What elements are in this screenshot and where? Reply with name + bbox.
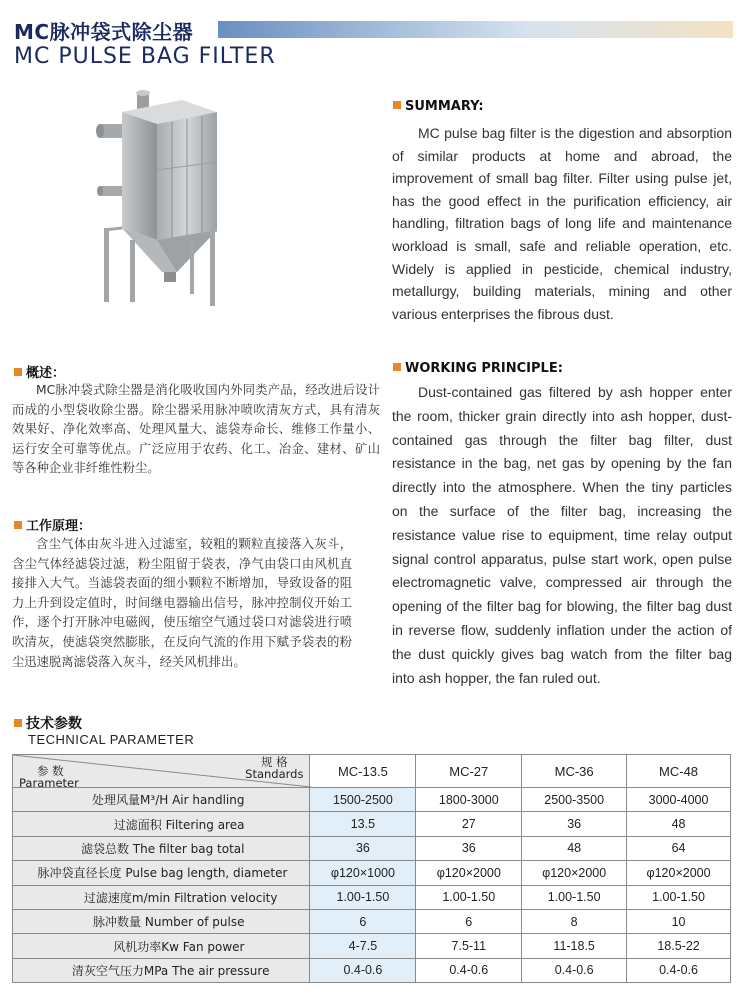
bullet-square-icon	[14, 521, 22, 529]
model-header: MC-27	[416, 755, 522, 788]
row-label: 过滤速度m/min Filtration velocity	[13, 885, 310, 909]
table-cell: 6	[310, 909, 416, 933]
bullet-square-icon	[393, 363, 401, 371]
table-cell: 0.4-0.6	[416, 958, 522, 982]
table-cell: 48	[522, 836, 627, 860]
table-cell: φ120×1000	[310, 861, 416, 885]
table-cell: 11-18.5	[522, 934, 627, 958]
table-cell: 64	[627, 836, 731, 860]
row-label: 风机功率Kw Fan power	[13, 934, 310, 958]
table-cell: 3000-4000	[627, 788, 731, 812]
row-label: 脉冲袋直径长度 Pulse bag length, diameter	[13, 861, 310, 885]
table-cell: 0.4-0.6	[627, 958, 731, 982]
bullet-square-icon	[14, 368, 22, 376]
table-cell: 36	[522, 812, 627, 836]
page-title-cn: MC脉冲袋式除尘器	[14, 20, 194, 44]
table-cell: 18.5-22	[627, 934, 731, 958]
spec-table	[12, 754, 731, 983]
table-cell: 36	[310, 836, 416, 860]
working-en-heading: WORKING PRINCIPLE:	[393, 361, 563, 376]
table-cell: 2500-3500	[522, 788, 627, 812]
table-cell: 1800-3000	[416, 788, 522, 812]
table-cell: 1.00-1.50	[416, 885, 522, 909]
table-cell: 4-7.5	[310, 934, 416, 958]
table-cell: 36	[416, 836, 522, 860]
title-gradient-bar	[218, 21, 733, 38]
working-en-text: Dust-contained gas filtered by ash hopper enter the room, thicker grain directly into ash hopper, dust-contained gas through the filter bag filter, dust resistance in the bag, net gas by opening by the fan directly into the atmosphere. When the tiny particles on the surface of the filter bag, increasing the resistance value rise to equipment, time relay output signal control apparatus, pulse start work, open pulse electromagnetic valve, compressed air through the opening of the filter bag for blowing, the filter bag dust in reverse flow, suddenly inflation under the action of the dust quickly gives bag watch from the filter bag into ash hopper, the fan ruled out.	[392, 384, 732, 686]
bag-filter-photo	[82, 90, 282, 315]
table-row	[13, 909, 731, 933]
row-label: 清灰空气压力MPa The air pressure	[13, 958, 310, 982]
table-corner-cell	[13, 755, 310, 788]
table-row	[13, 788, 731, 812]
table-row	[13, 812, 731, 836]
table-cell: 7.5-11	[416, 934, 522, 958]
table-row	[13, 861, 731, 885]
tech-heading-en: TECHNICAL PARAMETER	[28, 732, 195, 747]
table-row	[13, 934, 731, 958]
table-cell: 10	[627, 909, 731, 933]
table-cell: 0.4-0.6	[522, 958, 627, 982]
corner-standards: 规 格 Standards	[245, 755, 304, 781]
table-row	[13, 958, 731, 982]
summary-text: MC pulse bag filter is the digestion and absorption of similar products at home and abroad, the improvement of small bag filter. Filter using pulse jet, has the good effect in the purification efficiency, air handling, filtration bags of long life and maintenance workload is small, safe and reliable operation, etc. Widely is applied in pesticide, chemical industry, metallurgy, building materials, mining and other various enterprises the fibrous dust.	[392, 125, 732, 322]
table-header-row	[13, 755, 731, 788]
corner-parameter: 参 数 Parameter	[19, 764, 79, 790]
table-cell: 48	[627, 812, 731, 836]
overview-cn-heading: 概述：	[14, 362, 65, 381]
table-cell: φ120×2000	[416, 861, 522, 885]
row-label: 脉冲数量 Number of pulse	[13, 909, 310, 933]
table-cell: 1.00-1.50	[627, 885, 731, 909]
table-cell: 1500-2500	[310, 788, 416, 812]
table-cell: 0.4-0.6	[310, 958, 416, 982]
row-label: 滤袋总数 The filter bag total	[13, 836, 310, 860]
table-cell: 1.00-1.50	[310, 885, 416, 909]
model-header: MC-13.5	[310, 755, 416, 788]
table-cell: φ120×2000	[627, 861, 731, 885]
overview-cn-text: MC脉冲袋式除尘器是消化吸收国内外同类产品，经改进后设计而成的小型袋收除尘器。除尘器采用脉冲喷吹清灰方式，具有清灰效果好、净化效率高、处理风量大、滤袋寿命长、维修工作量小、运行安全可靠等优点。广泛应用于农药、化工、冶金、建材、矿山等各种企业非纤维性粉尘。	[12, 383, 380, 476]
table-cell: 13.5	[310, 812, 416, 836]
working-cn-heading: 工作原理：	[14, 515, 91, 534]
table-cell: 8	[522, 909, 627, 933]
model-header: MC-48	[627, 755, 731, 788]
model-header: MC-36	[522, 755, 627, 788]
table-cell: φ120×2000	[522, 861, 627, 885]
table-cell: 27	[416, 812, 522, 836]
working-cn-text: 含尘气体由灰斗进入过滤室，较粗的颗粒直接落入灰斗，含尘气体经滤袋过滤，粉尘阻留于袋表，净气由袋口由风机直接排入大气。当滤袋表面的细小颗粒不断增加，导致设备的阻力上升到设定值时，时间继电器输出信号，脉冲控制仪开始工作，逐个打开脉冲电磁阀，使压缩空气通过袋口对滤袋进行喷吹清灰，使滤袋突然膨胀，在反向气流的作用下赋予袋表的粉尘迅速脱离滤袋落入灰斗，经关风机排出。	[12, 537, 352, 669]
summary-heading: SUMMARY:	[393, 99, 484, 114]
table-row	[13, 885, 731, 909]
row-label: 处理风量M³/H Air handling	[13, 788, 310, 812]
tech-heading-cn: 技术参数	[14, 713, 82, 733]
bullet-square-icon	[14, 719, 22, 727]
bullet-square-icon	[393, 101, 401, 109]
table-row	[13, 836, 731, 860]
row-label: 过滤面积 Filtering area	[13, 812, 310, 836]
table-cell: 1.00-1.50	[522, 885, 627, 909]
page-title-en: MC PULSE BAG FILTER	[14, 44, 276, 69]
table-cell: 6	[416, 909, 522, 933]
